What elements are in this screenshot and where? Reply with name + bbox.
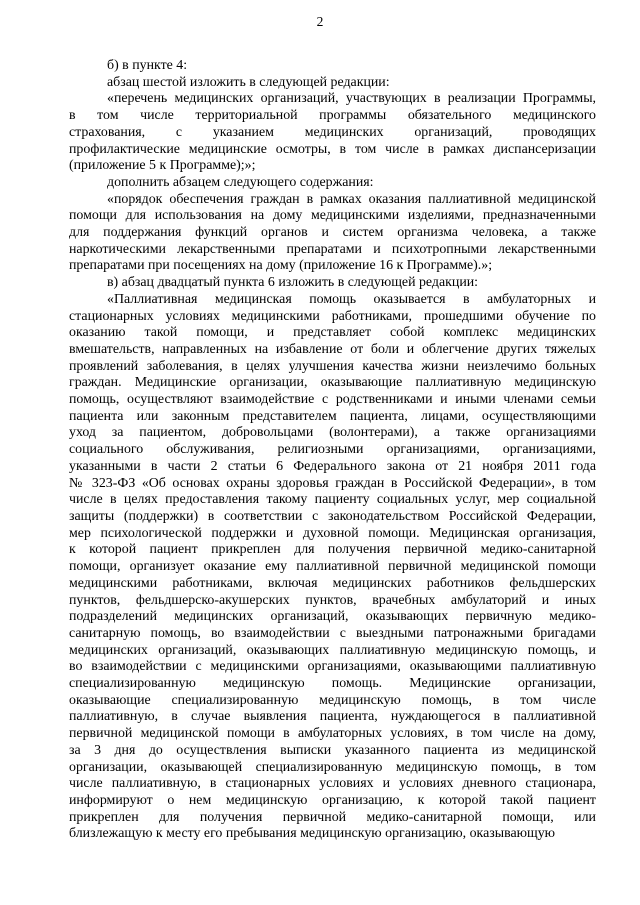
text-line: профилактические медицинские осмотры, в том числе в рамках диспансеризации (69, 141, 596, 157)
text-line: «Паллиативная медицинская помощь оказывается в амбулаторных и (107, 291, 596, 307)
paragraph (107, 58, 596, 75)
text-line: абзац шестой изложить в следующей редакции: (107, 74, 390, 90)
text-line: стационарных условиях медицинскими работниками, прошедшими обучение по (69, 308, 596, 324)
text-line: наркотическими лекарственными препаратами и психотропными лекарственными (69, 241, 596, 257)
text-line: помощи для использования на дому медицинскими изделиями, предназначенными (69, 208, 596, 224)
paragraph (69, 91, 596, 175)
text-line: защиты (поддержки) в соответствии с законодательством Российской Федерации, (69, 508, 596, 524)
page-number: 2 (316, 14, 324, 29)
text-line: оказанию такой помощи, и представляет собой комплекс медицинских (69, 325, 596, 341)
text-line: паллиативную, в случае выявления пациента, нуждающегося в паллиативной (69, 709, 596, 725)
text-line: специализированную медицинскую помощь. Медицинские организации, (69, 676, 596, 692)
text-line: во взаимодействии с медицинскими организациями, оказывающими паллиативную (69, 659, 596, 675)
text-line: помощь, осуществляют взаимодействие с родственниками и иными членами семьи (69, 392, 596, 408)
text-line: числе паллиативную, в стационарных условиях и условиях дневного стационара, (69, 776, 596, 792)
text-line: первичной медицинской помощи в амбулаторных условиях, в том числе на дому, (69, 726, 596, 742)
text-line: указанными в части 2 статьи 6 Федерального закона от 21 ноября 2011 года (69, 458, 596, 474)
text-line: граждан. Медицинские организации, оказывающие паллиативную медицинскую (69, 375, 596, 391)
text-line: для поддержания функций органов и систем организма человека, а также (69, 225, 596, 241)
text-line: б) в пункте 4: (107, 58, 188, 73)
text-line: информируют о нем медицинскую организацию, к которой такой пациент (69, 792, 596, 808)
text-line: медицинских организаций, оказывающих паллиативную медицинскую помощь, и (69, 642, 596, 658)
text-line: в том числе территориальной программы обязательного медицинского (69, 108, 596, 124)
text-line: санитарную помощь, во взаимодействии с выездными патронажными бригадами (69, 625, 596, 641)
text-line: за 3 дня до осуществления выписки указанного пациента из медицинской (69, 742, 596, 758)
paragraph (69, 191, 596, 276)
text-line: помощи, организует оказание ему паллиативной первичной медицинской помощи (69, 559, 596, 575)
text-line: медицинскими работниками, включая медицинских работников фельдшерских (69, 575, 596, 591)
text-line: к которой пациент прикреплен для получения первичной медико-санитарной (69, 542, 596, 558)
text-line: № 323-ФЗ «Об основах охраны здоровья граждан в Российской Федерации», в том (69, 475, 596, 491)
text-line: оказывающие специализированную медицинскую помощь, в том числе (69, 692, 596, 708)
text-line: пунктов, фельдшерско-акушерских пунктов, врачебных амбулаторий и иных (69, 592, 596, 608)
text-line: подразделений медицинских организаций, оказывающих первичную медико- (69, 609, 596, 625)
text-line: уход за пациентом, добровольцами (волонтерами), а также организациями (69, 425, 596, 441)
text-line: прикреплен для получения первичной медико-санитарной помощи, или (69, 809, 596, 825)
text-line: «перечень медицинских организаций, участвующих в реализации Программы, (107, 91, 596, 107)
paragraph (107, 275, 596, 292)
text-line: социального обслуживания, религиозными организациями, организациями, (69, 442, 596, 458)
text-line: дополнить абзацем следующего содержания: (107, 174, 374, 190)
document-body (69, 58, 596, 843)
text-line: пациента или законным представителем пациента, лицами, осуществляющими (69, 408, 596, 424)
text-line: мер психологической поддержки и духовной помощи. Медицинская организация, (69, 525, 596, 541)
text-line: страхования, с указанием медицинских организаций, проводящих (69, 124, 596, 140)
text-line: вмешательств, направленных на избавление от боли и облегчение других тяжелых (69, 341, 596, 357)
text-line: (приложение 5 к Программе);»; (69, 158, 256, 174)
text-line: в) абзац двадцатый пункта 6 изложить в следующей редакции: (107, 275, 479, 291)
text-line: близлежащую к месту его пребывания медицинскую организацию, оказывающую (69, 826, 556, 842)
text-line: числе в целях предоставления такому пациенту социальных услуг, мер социальной (69, 492, 596, 508)
text-line: проявлений заболевания, в целях улучшения качества жизни неизлечимо больных (69, 358, 596, 374)
paragraph (69, 291, 596, 843)
paragraph (107, 75, 596, 92)
paragraph (107, 175, 596, 192)
text-line: «порядок обеспечения граждан в рамках оказания паллиативной медицинской (107, 191, 596, 207)
text-line: организации, оказывающей специализированную медицинскую помощь, в том (69, 759, 596, 775)
text-line: препаратами при посещениях на дому (приложение 16 к Программе).»; (69, 258, 493, 274)
